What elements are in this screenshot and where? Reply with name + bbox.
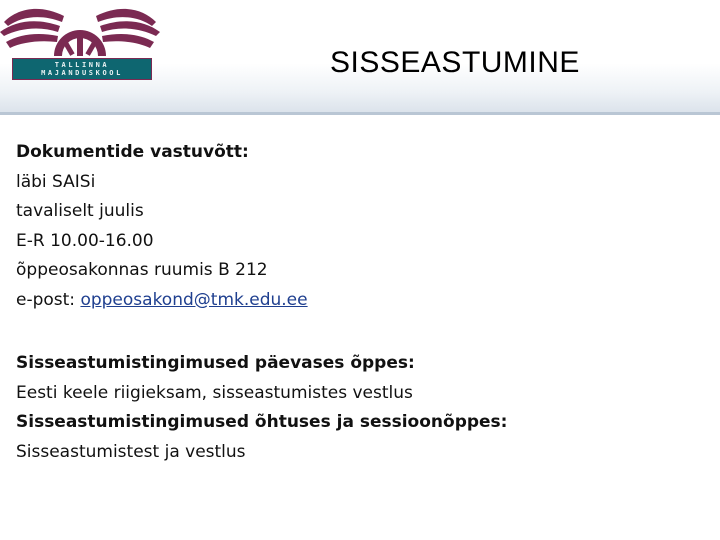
header-divider: [0, 112, 720, 115]
documents-line: E-R 10.00-16.00: [16, 230, 154, 251]
winged-wheel-emblem: [0, 0, 160, 60]
slide-header: [0, 0, 720, 115]
evening-study-heading: Sisseastumistingimused õhtuses ja sessioonõppes:: [16, 412, 508, 432]
day-study-heading: Sisseastumistingimused päevases õppes:: [16, 353, 415, 373]
day-study-requirements: Eesti keele riigieksam, sisseastumistes vestlus: [16, 382, 413, 403]
email-label: e-post:: [16, 289, 81, 310]
logo-text-line: MAJANDUSKOOL: [41, 69, 123, 77]
logo-text-line: TALLINNA: [54, 61, 110, 69]
documents-line: läbi SAISi: [16, 171, 96, 192]
documents-line: tavaliselt juulis: [16, 201, 144, 221]
page-title: SISSEASTUMINE: [330, 46, 580, 79]
documents-heading: Dokumentide vastuvõtt:: [16, 142, 249, 162]
email-link[interactable]: oppeosakond@tmk.edu.ee: [80, 289, 308, 310]
section-spacer: [16, 315, 706, 349]
slide-body: [16, 138, 706, 467]
evening-study-requirements: Sisseastumistest ja vestlus: [16, 441, 246, 462]
documents-line: õppeosakonnas ruumis B 212: [16, 260, 268, 280]
email-row: [16, 286, 706, 316]
logo-nameplate: [12, 58, 152, 80]
school-logo: [0, 0, 160, 82]
